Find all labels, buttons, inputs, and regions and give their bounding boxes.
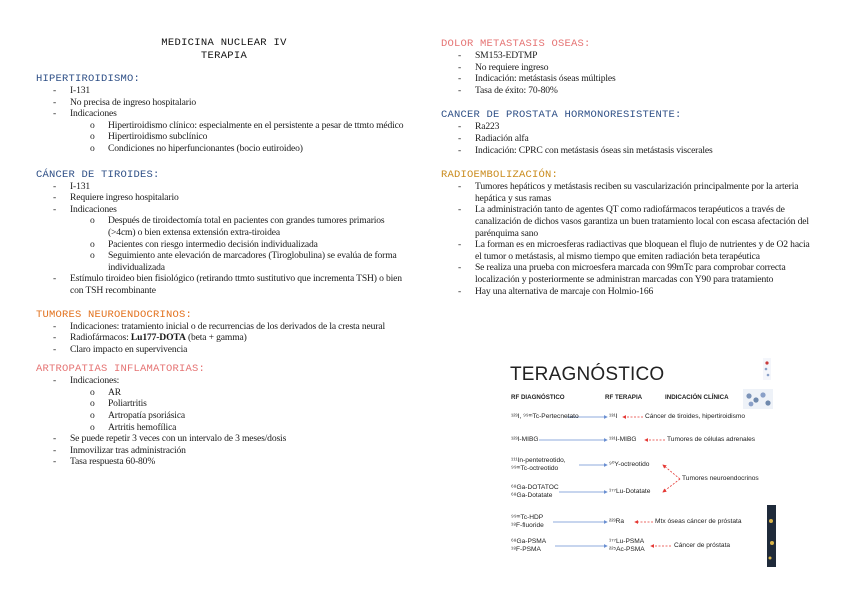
indicacion-clinica: Tumores de células adrenales (667, 436, 756, 443)
section-tumores-neuroendocrinos (36, 309, 412, 356)
molecule-image (763, 358, 771, 380)
list-item: - Se puede repetir 3 veces con un intervalo de 3 meses/dosis (36, 433, 412, 445)
indicacion-clinica: Mtx óseas cáncer de próstata (655, 518, 742, 525)
sub-list-item: o Artritis hemofílica (70, 422, 412, 434)
sub-list-item: o Hipertiroidismo subclínico (70, 131, 412, 143)
sub-list-item: o Hipertiroidismo clínico: especialmente en el persistente a pesar de ttmto médico (70, 120, 412, 132)
title-line-1: MEDICINA NUCLEAR IV (161, 37, 287, 49)
section-heading: RADIOEMBOLIZACIÓN: (441, 169, 559, 182)
section-radioembolizacion (441, 169, 816, 297)
rf-terapia: ¹⁷⁷Lu-Dotatate (609, 488, 651, 495)
sub-list-item: o Después de tiroidectomía total en pacientes con grandes tumores primarios (>4cm) o bien extensa extensión extra-tiroidea (70, 215, 412, 238)
rf-terapia: ¹⁷⁷Lu-PSMA (609, 538, 645, 545)
list-item: - Estímulo tiroideo bien fisiológico (retirando ttmto sustitutivo que incrementa TSH) o bien con TSH recombinante (36, 273, 412, 296)
list-item: - Tasa de éxito: 70-80% (441, 85, 816, 97)
rf-diagnostico: ⁶⁸Ga-PSMA (511, 538, 547, 545)
sub-list-item: o AR (70, 387, 412, 399)
list-item: - Indicación: CPRC con metástasis óseas sin metástasis viscerales (441, 145, 816, 157)
nanoparticles-image (743, 389, 773, 409)
section-heading: DOLOR METASTASIS OSEAS: (441, 38, 591, 50)
section-cancer-prostata (441, 109, 816, 156)
radiofarmacos-suffix: (beta + gamma) (185, 332, 247, 344)
list-item: - I-131 (36, 85, 412, 97)
list-item: - La administración tanto de agentes QT como radiofármacos terapéuticos a través de canalización de dichos vasos garantiza un buen tratamiento local con escasa afectación del parénquima sano (441, 204, 816, 239)
left-column (36, 0, 412, 468)
rf-terapia: ²²⁵Ac-PSMA (609, 546, 645, 553)
list-item: - Se realiza una prueba con microesfera marcada con 99mTc para comprobar correcta localización y posteriormente se administran marcadas con Y90 para tratamiento (441, 262, 816, 285)
list-item: - Hay una alternativa de marcaje con Holmio-166 (441, 286, 816, 298)
rf-terapia: ²²³Ra (609, 518, 625, 525)
list-item: - Tumores hepáticos y metástasis reciben su vascularización principalmente por la arteria hepática y sus ramas (441, 181, 816, 204)
list-item: - No precisa de ingreso hospitalario (36, 97, 412, 109)
list-item: - Inmovilizar tras administración (36, 445, 412, 457)
list-item: - Indicación: metástasis óseas múltiples (441, 73, 816, 85)
indicacion-clinica: Cáncer de próstata (674, 542, 731, 549)
sub-list-item: o Artropatía psoriásica (70, 410, 412, 422)
list-item: - I-131 (36, 181, 412, 193)
rf-diagnostico: ⁶⁸Ga-DOTATOC (511, 484, 559, 491)
section-heading: ARTROPATIAS INFLAMATORIAS: (36, 363, 206, 376)
radiofarmacos-prefix: Radiofármacos: (70, 332, 131, 344)
list-item: - Indicaciones (36, 204, 412, 216)
list-item: - SM153-EDTMP (441, 50, 816, 62)
teragnostico-figure (505, 355, 776, 568)
column-header-terapia: RF TERAPIA (605, 394, 643, 401)
list-item: - La forman es en microesferas radiactivas que bloquean el flujo de nutrientes y de O2 hacia el tumor o metástasis, al mismo tiempo que emiten radiación beta terapéutica (441, 239, 816, 262)
bone-scan-image (767, 505, 776, 567)
section-heading: TUMORES NEUROENDOCRINOS: (36, 308, 193, 321)
radiofarmaco-name: Lu177-DOTA (130, 332, 186, 344)
list-item: - Indicaciones: (36, 375, 412, 387)
column-header-indicacion: INDICACIÓN CLÍNICA (665, 394, 729, 401)
section-heading: CANCER DE PROSTATA HORMONORESISTENTE: (441, 109, 682, 122)
rf-diagnostico: ¹²³I, ⁹⁹ᵐTc-Pertecnetato (511, 413, 579, 420)
section-heading: HIPERTIROIDISMO: (36, 73, 141, 85)
rf-diagnostico: ¹⁸F-fluoride (511, 522, 544, 529)
list-item: - Ra223 (441, 121, 816, 133)
section-hipertiroidismo (36, 73, 412, 155)
list-item: - Indicaciones (36, 108, 412, 120)
section-dolor-metastasis (441, 38, 816, 96)
list-item: - Radiación alfa (441, 133, 816, 145)
list-item: - Indicaciones: tratamiento inicial o de recurrencias de los derivados de la cresta neural (36, 321, 412, 333)
rf-terapia: ¹³¹I-MIBG (609, 436, 637, 443)
rf-diagnostico: ¹¹¹In-pentetreotido, (511, 457, 566, 464)
column-header-diagnostico: RF DIAGNÓSTICO (511, 394, 565, 401)
list-item (36, 332, 412, 344)
indicacion-clinica: Cáncer de tiroides, hipertiroidismo (645, 413, 746, 420)
section-cancer-tiroides (36, 169, 412, 297)
rf-diagnostico: ¹²³I-MIBG (511, 436, 539, 443)
rf-terapia: ⁹⁰Y-octreotido (609, 461, 650, 468)
rf-diagnostico: ¹⁸F-PSMA (511, 546, 541, 553)
right-column (441, 0, 816, 297)
rf-diagnostico: ⁹⁹ᵐTc-HDP (511, 514, 544, 521)
title-line-2: TERAPIA (200, 50, 248, 62)
rf-terapia: ¹³¹I (609, 413, 618, 420)
rf-diagnostico: ⁹⁹ᵐTc-octreotido (511, 465, 559, 472)
list-item: - No requiere ingreso (441, 62, 816, 74)
section-heading: CÁNCER DE TIROIDES: (36, 168, 160, 181)
section-artropatias (36, 363, 412, 468)
list-item: - Tasa respuesta 60-80% (36, 456, 412, 468)
sub-list-item: o Pacientes con riesgo intermedio decisión individualizada (70, 239, 412, 251)
document-title (36, 37, 412, 63)
sub-list-item: o Poliartritis (70, 398, 412, 410)
figure-title: TERAGNÓSTICO (510, 364, 665, 385)
indicacion-clinica: Tumores neuroendocrinos (682, 475, 759, 482)
sub-list-item: o Seguimiento ante elevación de marcadores (Tiroglobulina) se evalúa de forma individualizada (70, 250, 412, 273)
list-item: - Requiere ingreso hospitalario (36, 192, 412, 204)
list-item: - Claro impacto en supervivencia (36, 344, 412, 356)
sub-list-item: o Condiciones no hiperfuncionantes (bocio eutiroideo) (70, 143, 412, 155)
rf-diagnostico: ⁶⁸Ga-Dotatate (511, 492, 553, 499)
